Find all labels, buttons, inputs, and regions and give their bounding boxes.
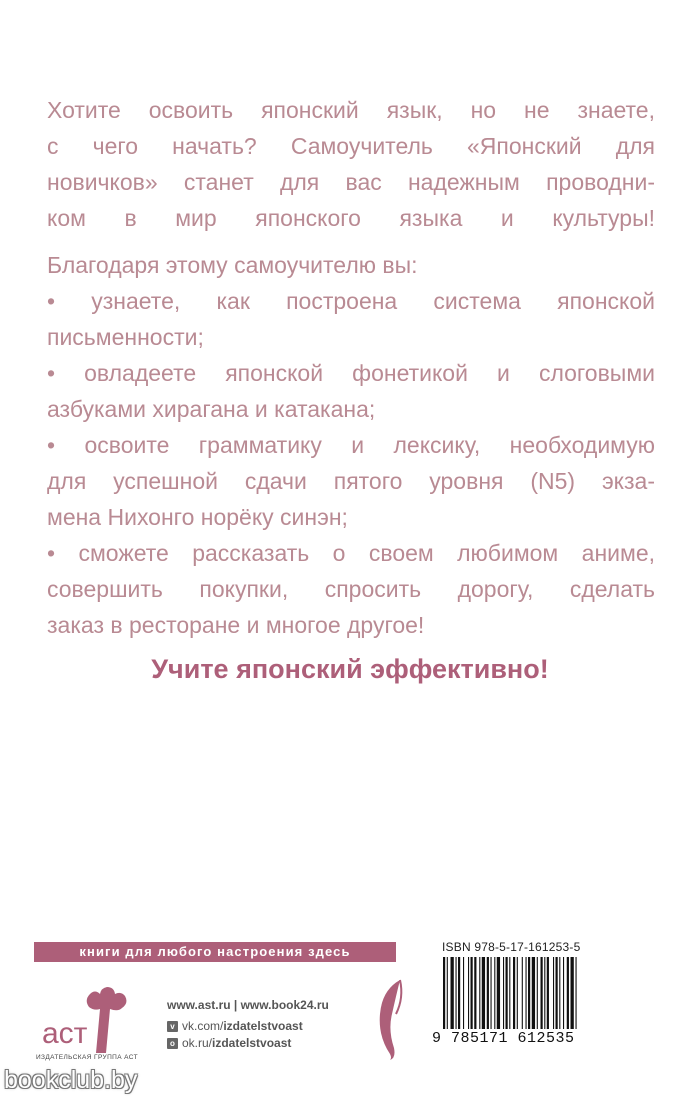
benefit-item-writing [47,283,655,355]
benefits-lead [47,247,655,283]
benefit-line: азбуками хирагана и катакана; [47,396,376,422]
barcode-bar [567,957,569,1029]
vk-prefix: vk.com/ [182,1019,224,1033]
barcode-bar [479,957,480,1029]
ok-handle: izdatelstvoast [212,1036,292,1050]
barcode-image [441,957,627,1029]
barcode-bar [528,957,530,1029]
barcode-bar [553,957,554,1029]
barcode-bar [559,957,560,1029]
intro-line: новичков» станет для вас надежным проводни- [47,169,655,195]
intro-line: ком в мир японского языка и культуры! [47,205,655,231]
barcode-bar [503,957,504,1029]
benefit-item-phonetics [47,355,655,427]
benefit-line: заказ в ресторане и многое другое! [47,612,425,638]
benefit-line: письменности; [47,324,204,350]
watermark: bookclub.by [4,1066,138,1094]
barcode-bar [556,957,558,1029]
barcode-bar [576,957,577,1029]
barcode-bar [491,957,492,1029]
barcode-bar [463,957,464,1029]
barcode-bar [456,957,457,1029]
logo-lettering: аст [42,1017,88,1050]
barcode-bar [487,957,489,1029]
barcode-bar [541,957,543,1029]
benefit-item-speaking [47,535,655,643]
isbn-text: ISBN 978-5-17-161253-5 [442,940,581,954]
ok-link[interactable] [167,1036,291,1050]
barcode-bar [447,957,448,1029]
barcode-bar [451,957,454,1029]
benefit-item-grammar [47,427,655,535]
website-links[interactable]: www.ast.ru | www.book24.ru [167,998,329,1012]
barcode-bar [517,957,518,1029]
ok-icon: o [167,1038,178,1049]
slogan-banner: книги для любого настроения здесь [34,942,396,962]
benefit-line: для успешной сдачи пятого уровня (N5) экза- [47,468,655,494]
benefit-line: • узнаете, как построена система японской [47,288,655,314]
intro-paragraph [47,92,655,236]
barcode-bar [443,957,445,1029]
feather-icon [370,978,412,1060]
barcode-bar [458,957,460,1029]
barcode-bar [494,957,495,1029]
vk-icon: v [167,1021,178,1032]
barcode-bar [537,957,538,1029]
barcode-bar [474,957,476,1029]
benefit-line: • сможете рассказать о своем любимом аниме, [47,540,655,566]
barcode-bar [482,957,485,1029]
barcode-bar [468,957,469,1029]
barcode-bar [471,957,473,1029]
barcode-bar [506,957,508,1029]
ast-logo-icon [34,985,134,1055]
barcode-bar [571,957,574,1029]
tagline: Учите японский эффективно! [151,654,549,684]
intro-line: с чего начать? Самоучитель «Японский для [47,133,655,159]
vk-link[interactable] [167,1019,303,1033]
barcode-digits: 9 785171 612535 [432,1030,575,1047]
benefit-line: совершить покупки, спросить дорогу, сделать [47,576,655,602]
barcode-bar [497,957,500,1029]
benefit-line: • освоите грамматику и лексику, необходимую [47,432,655,458]
barcode-bar [526,957,527,1029]
barcode-bar [513,957,515,1029]
barcode-bar [544,957,545,1029]
intro-line: Хотите освоить японский язык, но не знаете, [47,97,655,123]
benefits-lead-text: Благодаря этому самоучителю вы: [47,252,418,278]
barcode-bar [547,957,549,1029]
ok-prefix: ok.ru/ [182,1036,213,1050]
benefit-line: мена Нихонго норёку синэн; [47,504,348,530]
barcode-bar [532,957,535,1029]
barcode-bar [563,957,564,1029]
barcode-bar [509,957,510,1029]
vk-handle: izdatelstvoast [223,1019,303,1033]
publisher-name: ИЗДАТЕЛЬСКАЯ ГРУППА АСТ [35,1054,138,1061]
benefit-line: • овладеете японской фонетикой и слоговыми [47,360,655,386]
barcode-bar [522,957,523,1029]
